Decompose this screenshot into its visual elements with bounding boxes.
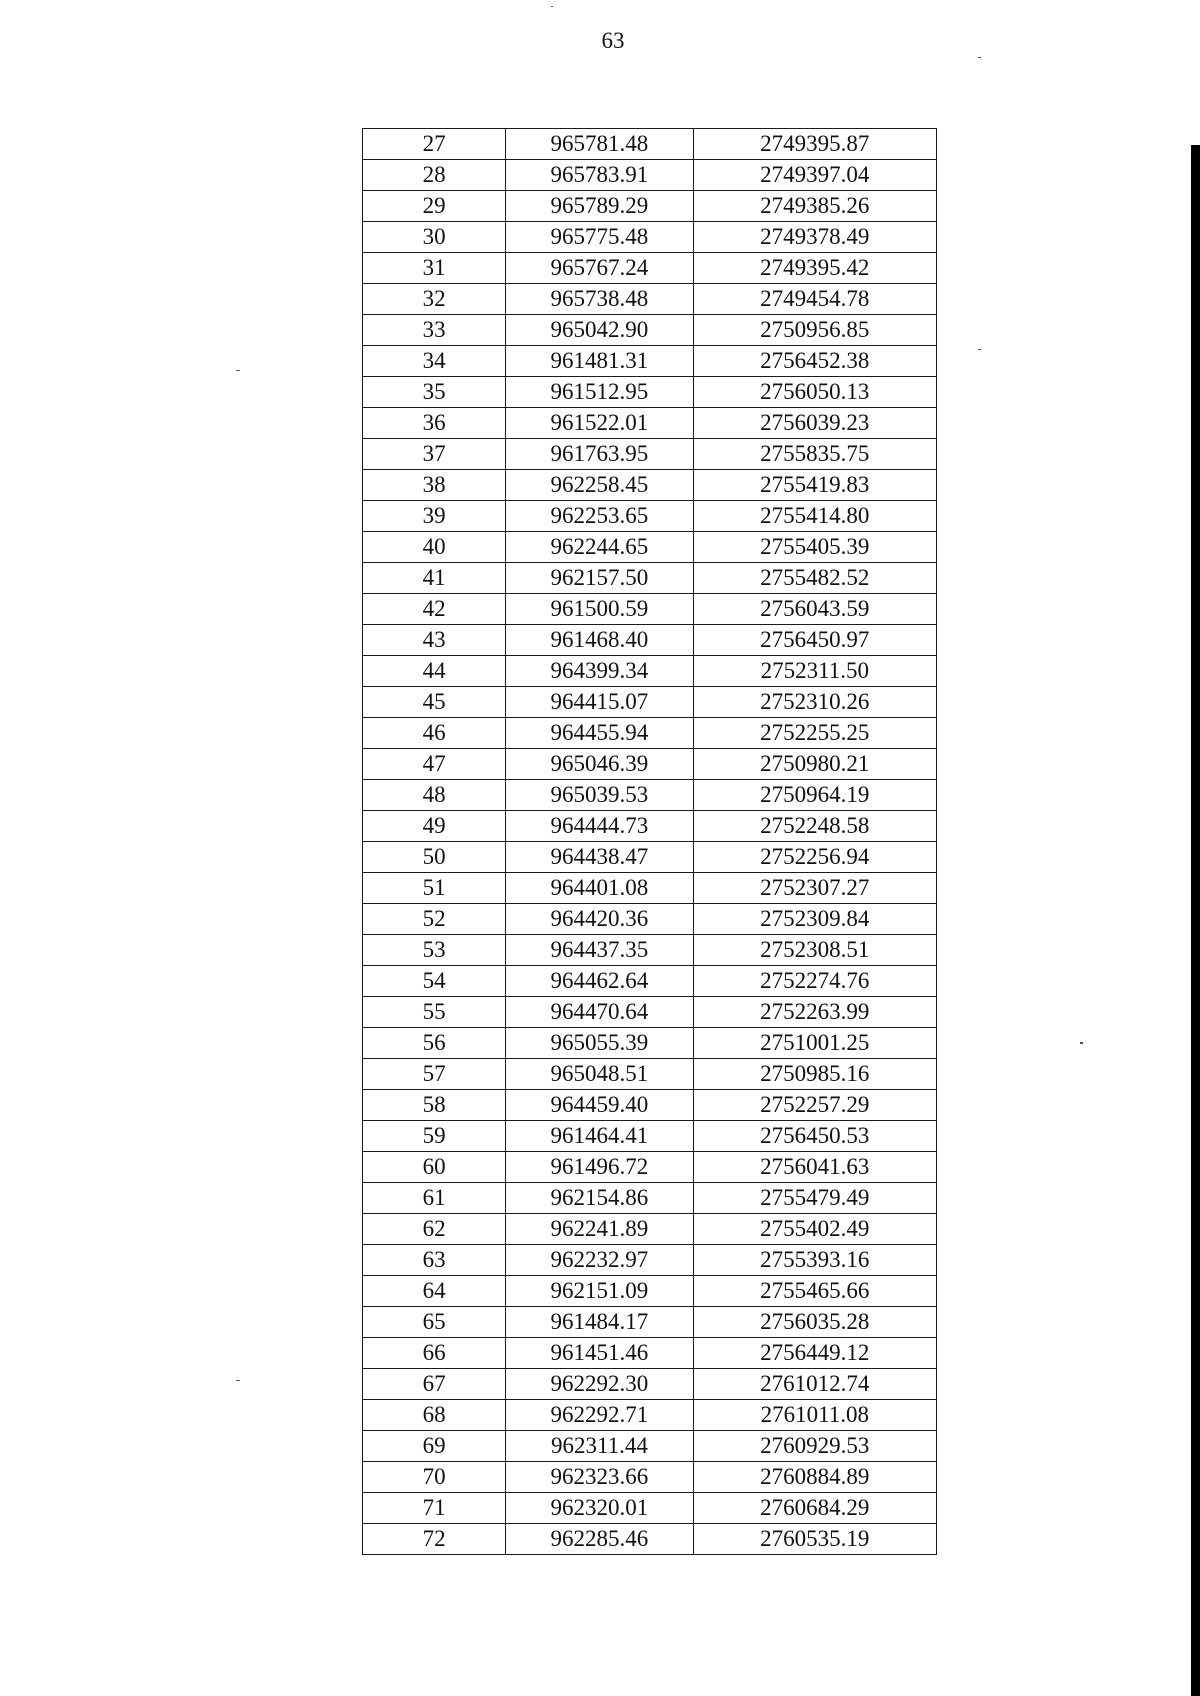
x-coordinate-cell: 961468.40 bbox=[506, 625, 693, 656]
table-row bbox=[363, 656, 937, 687]
scan-speck bbox=[978, 57, 981, 58]
y-coordinate-cell: 2750964.19 bbox=[693, 780, 936, 811]
table-row bbox=[363, 1493, 937, 1524]
point-index-cell: 39 bbox=[363, 501, 506, 532]
point-index-cell: 48 bbox=[363, 780, 506, 811]
x-coordinate-cell: 964459.40 bbox=[506, 1090, 693, 1121]
x-coordinate-cell: 961481.31 bbox=[506, 346, 693, 377]
y-coordinate-cell: 2752307.27 bbox=[693, 873, 936, 904]
table-row bbox=[363, 1214, 937, 1245]
point-index-cell: 40 bbox=[363, 532, 506, 563]
table-row bbox=[363, 1090, 937, 1121]
table-row bbox=[363, 1369, 937, 1400]
scan-border-edge bbox=[1191, 145, 1200, 1696]
y-coordinate-cell: 2750985.16 bbox=[693, 1059, 936, 1090]
x-coordinate-cell: 962320.01 bbox=[506, 1493, 693, 1524]
table-row bbox=[363, 1400, 937, 1431]
point-index-cell: 43 bbox=[363, 625, 506, 656]
x-coordinate-cell: 962253.65 bbox=[506, 501, 693, 532]
table-row bbox=[363, 842, 937, 873]
point-index-cell: 38 bbox=[363, 470, 506, 501]
point-index-cell: 32 bbox=[363, 284, 506, 315]
table-row bbox=[363, 253, 937, 284]
y-coordinate-cell: 2756450.97 bbox=[693, 625, 936, 656]
scan-speck bbox=[978, 349, 981, 350]
point-index-cell: 66 bbox=[363, 1338, 506, 1369]
point-index-cell: 35 bbox=[363, 377, 506, 408]
table-row bbox=[363, 532, 937, 563]
y-coordinate-cell: 2750956.85 bbox=[693, 315, 936, 346]
point-index-cell: 33 bbox=[363, 315, 506, 346]
table-row bbox=[363, 377, 937, 408]
point-index-cell: 57 bbox=[363, 1059, 506, 1090]
point-index-cell: 52 bbox=[363, 904, 506, 935]
x-coordinate-cell: 962258.45 bbox=[506, 470, 693, 501]
x-coordinate-cell: 961496.72 bbox=[506, 1152, 693, 1183]
table-row bbox=[363, 563, 937, 594]
y-coordinate-cell: 2756041.63 bbox=[693, 1152, 936, 1183]
x-coordinate-cell: 961451.46 bbox=[506, 1338, 693, 1369]
x-coordinate-cell: 962241.89 bbox=[506, 1214, 693, 1245]
table-row bbox=[363, 904, 937, 935]
table-row bbox=[363, 873, 937, 904]
point-index-cell: 31 bbox=[363, 253, 506, 284]
table-row bbox=[363, 1121, 937, 1152]
y-coordinate-cell: 2749395.87 bbox=[693, 129, 936, 160]
y-coordinate-cell: 2755479.49 bbox=[693, 1183, 936, 1214]
x-coordinate-cell: 965055.39 bbox=[506, 1028, 693, 1059]
y-coordinate-cell: 2752310.26 bbox=[693, 687, 936, 718]
y-coordinate-cell: 2752308.51 bbox=[693, 935, 936, 966]
x-coordinate-cell: 964401.08 bbox=[506, 873, 693, 904]
x-coordinate-cell: 961512.95 bbox=[506, 377, 693, 408]
x-coordinate-cell: 961522.01 bbox=[506, 408, 693, 439]
x-coordinate-cell: 964470.64 bbox=[506, 997, 693, 1028]
x-coordinate-cell: 962232.97 bbox=[506, 1245, 693, 1276]
point-index-cell: 30 bbox=[363, 222, 506, 253]
point-index-cell: 46 bbox=[363, 718, 506, 749]
y-coordinate-cell: 2760929.53 bbox=[693, 1431, 936, 1462]
scan-speck bbox=[551, 6, 553, 7]
table-row bbox=[363, 687, 937, 718]
point-index-cell: 45 bbox=[363, 687, 506, 718]
y-coordinate-cell: 2756449.12 bbox=[693, 1338, 936, 1369]
point-index-cell: 34 bbox=[363, 346, 506, 377]
table-row bbox=[363, 997, 937, 1028]
y-coordinate-cell: 2752256.94 bbox=[693, 842, 936, 873]
table-row bbox=[363, 966, 937, 997]
y-coordinate-cell: 2755465.66 bbox=[693, 1276, 936, 1307]
x-coordinate-cell: 962157.50 bbox=[506, 563, 693, 594]
y-coordinate-cell: 2749385.26 bbox=[693, 191, 936, 222]
x-coordinate-cell: 965039.53 bbox=[506, 780, 693, 811]
y-coordinate-cell: 2749454.78 bbox=[693, 284, 936, 315]
table-row bbox=[363, 749, 937, 780]
y-coordinate-cell: 2755414.80 bbox=[693, 501, 936, 532]
table-row bbox=[363, 811, 937, 842]
point-index-cell: 67 bbox=[363, 1369, 506, 1400]
table-row bbox=[363, 1183, 937, 1214]
point-index-cell: 37 bbox=[363, 439, 506, 470]
y-coordinate-cell: 2755405.39 bbox=[693, 532, 936, 563]
x-coordinate-cell: 962244.65 bbox=[506, 532, 693, 563]
y-coordinate-cell: 2756450.53 bbox=[693, 1121, 936, 1152]
y-coordinate-cell: 2755835.75 bbox=[693, 439, 936, 470]
point-index-cell: 71 bbox=[363, 1493, 506, 1524]
point-index-cell: 58 bbox=[363, 1090, 506, 1121]
point-index-cell: 68 bbox=[363, 1400, 506, 1431]
point-index-cell: 29 bbox=[363, 191, 506, 222]
page-number: 63 bbox=[601, 28, 625, 53]
table-row bbox=[363, 191, 937, 222]
point-index-cell: 27 bbox=[363, 129, 506, 160]
x-coordinate-cell: 964438.47 bbox=[506, 842, 693, 873]
x-coordinate-cell: 962323.66 bbox=[506, 1462, 693, 1493]
x-coordinate-cell: 965048.51 bbox=[506, 1059, 693, 1090]
point-index-cell: 62 bbox=[363, 1214, 506, 1245]
point-index-cell: 36 bbox=[363, 408, 506, 439]
x-coordinate-cell: 964444.73 bbox=[506, 811, 693, 842]
y-coordinate-cell: 2752248.58 bbox=[693, 811, 936, 842]
y-coordinate-cell: 2755393.16 bbox=[693, 1245, 936, 1276]
x-coordinate-cell: 962311.44 bbox=[506, 1431, 693, 1462]
x-coordinate-cell: 965789.29 bbox=[506, 191, 693, 222]
y-coordinate-cell: 2751001.25 bbox=[693, 1028, 936, 1059]
table-row bbox=[363, 1307, 937, 1338]
y-coordinate-cell: 2761012.74 bbox=[693, 1369, 936, 1400]
table-row bbox=[363, 222, 937, 253]
table-row bbox=[363, 594, 937, 625]
x-coordinate-cell: 965767.24 bbox=[506, 253, 693, 284]
table-row bbox=[363, 501, 937, 532]
table-row bbox=[363, 408, 937, 439]
y-coordinate-cell: 2760684.29 bbox=[693, 1493, 936, 1524]
point-index-cell: 53 bbox=[363, 935, 506, 966]
table-row bbox=[363, 1338, 937, 1369]
y-coordinate-cell: 2752309.84 bbox=[693, 904, 936, 935]
y-coordinate-cell: 2755419.83 bbox=[693, 470, 936, 501]
x-coordinate-cell: 961763.95 bbox=[506, 439, 693, 470]
point-index-cell: 55 bbox=[363, 997, 506, 1028]
point-index-cell: 51 bbox=[363, 873, 506, 904]
point-index-cell: 42 bbox=[363, 594, 506, 625]
point-index-cell: 59 bbox=[363, 1121, 506, 1152]
x-coordinate-cell: 962151.09 bbox=[506, 1276, 693, 1307]
table-row bbox=[363, 439, 937, 470]
table-row bbox=[363, 160, 937, 191]
y-coordinate-cell: 2755402.49 bbox=[693, 1214, 936, 1245]
x-coordinate-cell: 961464.41 bbox=[506, 1121, 693, 1152]
y-coordinate-cell: 2756039.23 bbox=[693, 408, 936, 439]
x-coordinate-cell: 962285.46 bbox=[506, 1524, 693, 1555]
table-row bbox=[363, 1152, 937, 1183]
y-coordinate-cell: 2756043.59 bbox=[693, 594, 936, 625]
x-coordinate-cell: 964415.07 bbox=[506, 687, 693, 718]
point-index-cell: 47 bbox=[363, 749, 506, 780]
point-index-cell: 72 bbox=[363, 1524, 506, 1555]
table-row bbox=[363, 346, 937, 377]
x-coordinate-cell: 961484.17 bbox=[506, 1307, 693, 1338]
y-coordinate-cell: 2756035.28 bbox=[693, 1307, 936, 1338]
y-coordinate-cell: 2749397.04 bbox=[693, 160, 936, 191]
table-row bbox=[363, 718, 937, 749]
y-coordinate-cell: 2750980.21 bbox=[693, 749, 936, 780]
x-coordinate-cell: 965042.90 bbox=[506, 315, 693, 346]
x-coordinate-cell: 965738.48 bbox=[506, 284, 693, 315]
y-coordinate-cell: 2760535.19 bbox=[693, 1524, 936, 1555]
x-coordinate-cell: 962292.71 bbox=[506, 1400, 693, 1431]
x-coordinate-cell: 965775.48 bbox=[506, 222, 693, 253]
point-index-cell: 54 bbox=[363, 966, 506, 997]
y-coordinate-cell: 2752274.76 bbox=[693, 966, 936, 997]
point-index-cell: 49 bbox=[363, 811, 506, 842]
y-coordinate-cell: 2755482.52 bbox=[693, 563, 936, 594]
y-coordinate-cell: 2761011.08 bbox=[693, 1400, 936, 1431]
x-coordinate-cell: 965783.91 bbox=[506, 160, 693, 191]
point-index-cell: 65 bbox=[363, 1307, 506, 1338]
table-row bbox=[363, 780, 937, 811]
table-row bbox=[363, 1431, 937, 1462]
y-coordinate-cell: 2749378.49 bbox=[693, 222, 936, 253]
table-row bbox=[363, 129, 937, 160]
table-row bbox=[363, 470, 937, 501]
table-row bbox=[363, 935, 937, 966]
y-coordinate-cell: 2752311.50 bbox=[693, 656, 936, 687]
point-index-cell: 69 bbox=[363, 1431, 506, 1462]
x-coordinate-cell: 964455.94 bbox=[506, 718, 693, 749]
y-coordinate-cell: 2752257.29 bbox=[693, 1090, 936, 1121]
table-row bbox=[363, 315, 937, 346]
x-coordinate-cell: 965046.39 bbox=[506, 749, 693, 780]
x-coordinate-cell: 962292.30 bbox=[506, 1369, 693, 1400]
coordinate-table-body bbox=[363, 129, 937, 1555]
x-coordinate-cell: 964420.36 bbox=[506, 904, 693, 935]
x-coordinate-cell: 964399.34 bbox=[506, 656, 693, 687]
table-row bbox=[363, 284, 937, 315]
table-row bbox=[363, 1028, 937, 1059]
point-index-cell: 28 bbox=[363, 160, 506, 191]
point-index-cell: 60 bbox=[363, 1152, 506, 1183]
scan-speck bbox=[1080, 1042, 1083, 1044]
table-row bbox=[363, 1276, 937, 1307]
x-coordinate-cell: 965781.48 bbox=[506, 129, 693, 160]
scan-speck bbox=[236, 1380, 240, 1381]
x-coordinate-cell: 964462.64 bbox=[506, 966, 693, 997]
table-row bbox=[363, 1462, 937, 1493]
table-row bbox=[363, 1245, 937, 1276]
y-coordinate-cell: 2756452.38 bbox=[693, 346, 936, 377]
y-coordinate-cell: 2760884.89 bbox=[693, 1462, 936, 1493]
x-coordinate-cell: 962154.86 bbox=[506, 1183, 693, 1214]
point-index-cell: 44 bbox=[363, 656, 506, 687]
table-row bbox=[363, 1524, 937, 1555]
point-index-cell: 50 bbox=[363, 842, 506, 873]
point-index-cell: 70 bbox=[363, 1462, 506, 1493]
point-index-cell: 63 bbox=[363, 1245, 506, 1276]
y-coordinate-cell: 2756050.13 bbox=[693, 377, 936, 408]
x-coordinate-cell: 961500.59 bbox=[506, 594, 693, 625]
point-index-cell: 61 bbox=[363, 1183, 506, 1214]
point-index-cell: 64 bbox=[363, 1276, 506, 1307]
table-row bbox=[363, 625, 937, 656]
point-index-cell: 41 bbox=[363, 563, 506, 594]
coordinate-table bbox=[362, 128, 937, 1555]
x-coordinate-cell: 964437.35 bbox=[506, 935, 693, 966]
y-coordinate-cell: 2752263.99 bbox=[693, 997, 936, 1028]
scan-speck bbox=[236, 370, 240, 371]
y-coordinate-cell: 2749395.42 bbox=[693, 253, 936, 284]
y-coordinate-cell: 2752255.25 bbox=[693, 718, 936, 749]
point-index-cell: 56 bbox=[363, 1028, 506, 1059]
table-row bbox=[363, 1059, 937, 1090]
